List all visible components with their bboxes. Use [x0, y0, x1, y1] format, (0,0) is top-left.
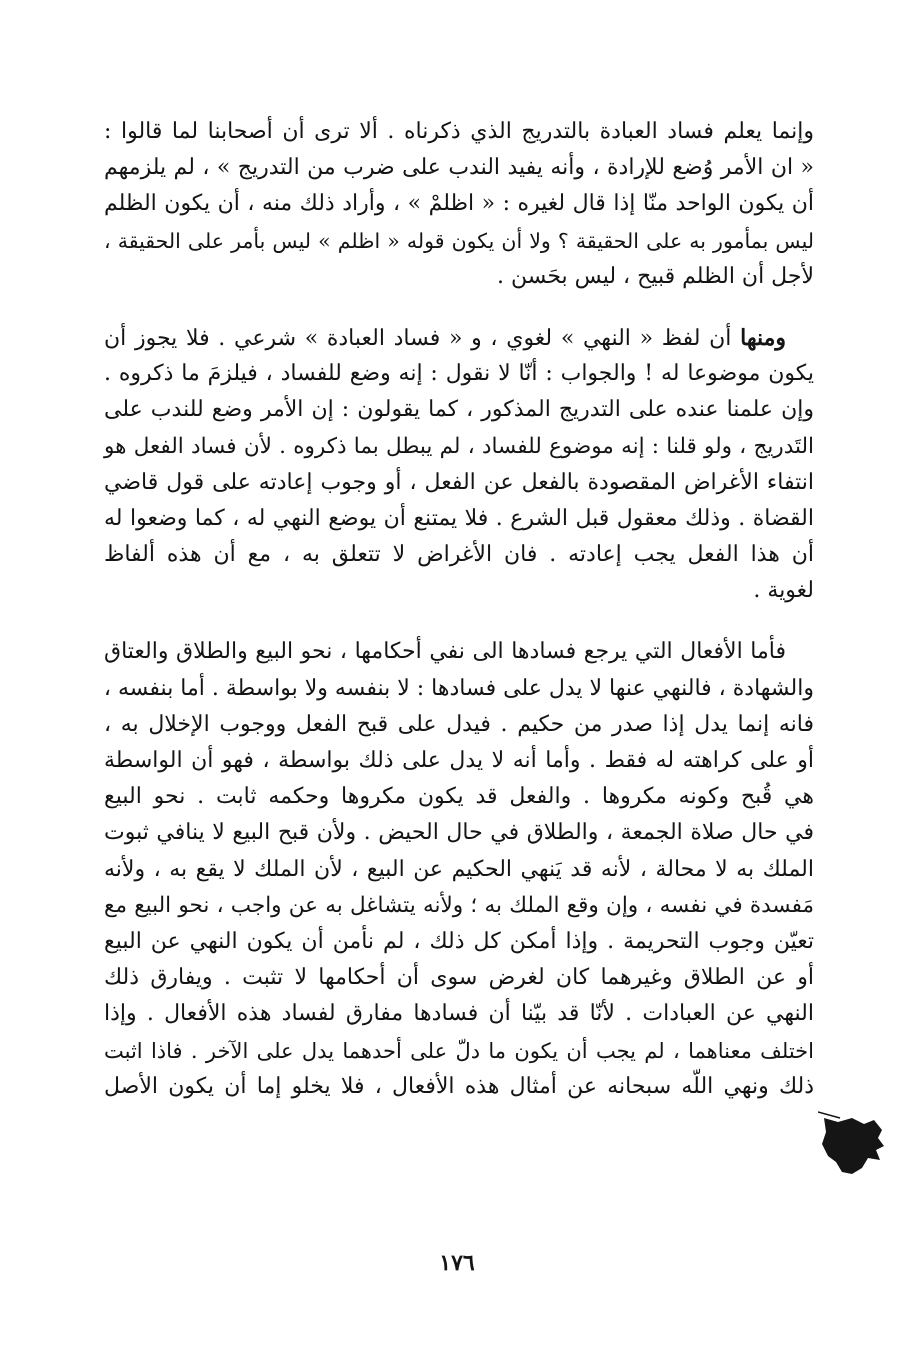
text-line: لغوية .	[753, 578, 814, 604]
text-line: يكون موضوعا له ! والجواب : أنّا لا نقول : إنه وضع للفساد ، فيلزمَ ما ذكروه .	[104, 361, 815, 387]
text-line: التَدريج ، ولو قلنا : إنه موضوع للفساد ، لم يبطل بما ذكروه . لأن فساد الفعل هو	[104, 433, 814, 459]
text-line: فانه إنما يدل إذا صدر من حكيم . فيدل على قبح الفعل ووجوب الإخلال به ،	[104, 711, 814, 737]
text-line: في حال صلاة الجمعة ، والطلاق في حال الحيض . ولأن قبح البيع لا ينافي ثبوت	[104, 820, 814, 846]
paragraph-3	[104, 634, 814, 1104]
paragraph-1	[104, 114, 814, 295]
text-line-rest: أن لفظ « النهي » لغوي ، و « فساد العبادة » شرعي . فلا يجوز أن	[104, 325, 741, 351]
text-line: انتفاء الأغراض المقصودة بالفعل عن الفعل ، أو وجوب إعادته على قول قاضي	[104, 469, 814, 495]
text-line: والشهادة ، فالنهي عنها لا يدل على فسادها : لا بنفسه ولا بواسطة . أما بنفسه ،	[103, 675, 814, 701]
text-line: وإن علمنا عنده على التدريج المذكور ، كما يقولون : إن الأمر وضع للندب على	[104, 397, 814, 423]
text-line: « ان الأمر وُضع للإرادة ، وأنه يفيد الندب على ضرب من التدريج » ، لم يلزمهم	[104, 155, 814, 181]
text-line: أن هذا الفعل يجب إعادته . فان الأغراض لا تتعلق به ، مع أن هذه ألفاظ	[104, 542, 814, 568]
text-line: لأجل أن الظلم قبيح ، ليس بحَسن .	[497, 263, 814, 289]
text-line: مَفسدة في نفسه ، وإن وقع الملك به ؛ ولأنه يتشاغل به عن واجب ، نحو البيع مع	[104, 892, 814, 918]
text-line: فأما الأفعال التي يرجع فسادها الى نفي أحكامها ، نحو البيع والطلاق والعتاق	[104, 639, 786, 665]
text-line: النهي عن العبادات . لأنّا قد بيّنا أن فسادها مفارق لفساد هذه الأفعال . وإذا	[104, 1001, 814, 1027]
text-line: أو عن الطلاق وغيرهما كان لغرض سوى أن أحكامها لا تثبت . ويفارق ذلك	[104, 965, 814, 991]
text-line: اختلف معناهما ، لم يجب أن يكون ما دلّ على أحدهما يدل على الآخر . فاذا اثبت	[104, 1038, 814, 1063]
text-line: الملك به لا محالة ، لأنه قد يَنهي الحكيم عن البيع ، لأن الملك لا يقع به ، ولأنه	[104, 856, 814, 882]
text-line	[104, 320, 814, 356]
text-line: تعيّن وجوب التحريمة . وإذا أمكن كل ذلك ، لم نأمن أن يكون النهي عن البيع	[104, 928, 814, 954]
text-line: وإنما يعلم فساد العبادة بالتدريج الذي ذكرناه . ألا ترى أن أصحابنا لما قالوا :	[104, 119, 814, 144]
text-line: هي قُبح وكونه مكروها . والفعل قد يكون مكروها وحكمه ثابت . نحو البيع	[104, 784, 814, 810]
text-line: ليس بمأمور به على الحقيقة ؟ ولا أن يكون قوله « اظلم » ليس بأمر على الحقيقة ،	[104, 228, 814, 253]
page-body	[104, 114, 814, 1105]
ink-blot-mark	[818, 1108, 888, 1180]
text-line: أن يكون الواحد منّا إذا قال لغيره : « اظلمْ » ، وأراد ذلك منه ، أن يكون الظلم	[104, 191, 814, 217]
page-number: ١٧٦	[439, 1250, 475, 1276]
text-line: القضاة . وذلك معقول قبل الشرع . فلا يمتنع أن يوضع النهي له ، كما وضعوا له	[104, 505, 814, 531]
text-line: ذلك ونهي اللّه سبحانه عن أمثال هذه الأفعال ، فلا يخلو إما أن يكون الأصل	[104, 1073, 814, 1099]
paragraph-2	[104, 320, 814, 610]
paragraph-lead-word: ومنها	[740, 324, 786, 351]
text-line: أو على كراهته له فقط . وأما أنه لا يدل على ذلك بواسطة ، فهو أن الواسطة	[104, 748, 814, 773]
